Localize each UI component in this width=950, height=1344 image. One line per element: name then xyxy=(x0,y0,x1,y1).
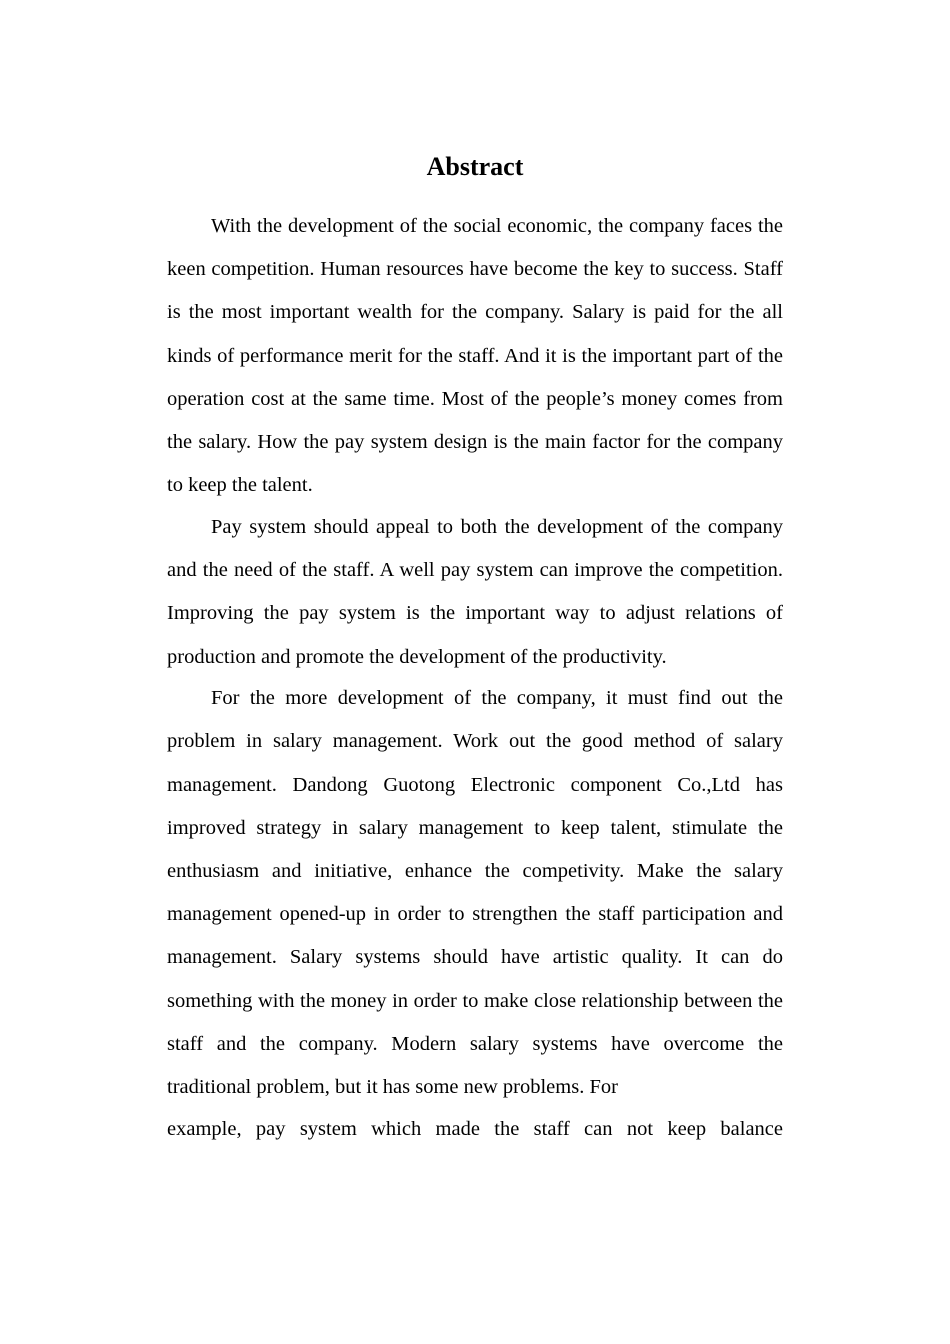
abstract-body xyxy=(167,205,783,1149)
paragraph-3: For the more development of the company, it must find out the problem in salary management. Work out the good method of salary management. Dandong Guotong Electronic component Co.,Ltd has improved strategy in salary management to keep talent, stimulate the enthusiasm and initiative, enhance the competivity. Make the salary management opened-up in order to strengthen the staff participation and management. Salary systems should have artistic quality. It can do something with the money in order to make close relationship between the staff and the company. Modern salary systems have overcome the traditional problem, but it has some new problems. For xyxy=(167,687,783,1099)
paragraph-3-continued-line: example, pay system which made the staff can not keep balance xyxy=(167,1117,783,1140)
paragraph-2: Pay system should appeal to both the development of the company and the need of the staff. A well pay system can improve the competition. Improving the pay system is the important way to adjust relations of production and promote the development of the productivity. xyxy=(167,515,783,668)
paragraph-1: With the development of the social economic, the company faces the keen competition. Human resources have become the key to success. Staff is the most important wealth for the company. Salary is paid for the all kinds of performance merit for the staff. And it is the important part of the operation cost at the same time. Most of the people’s money comes from the salary. How the pay system design is the main factor for the company to keep the talent. xyxy=(167,215,783,497)
abstract-title: Abstract xyxy=(426,152,524,181)
